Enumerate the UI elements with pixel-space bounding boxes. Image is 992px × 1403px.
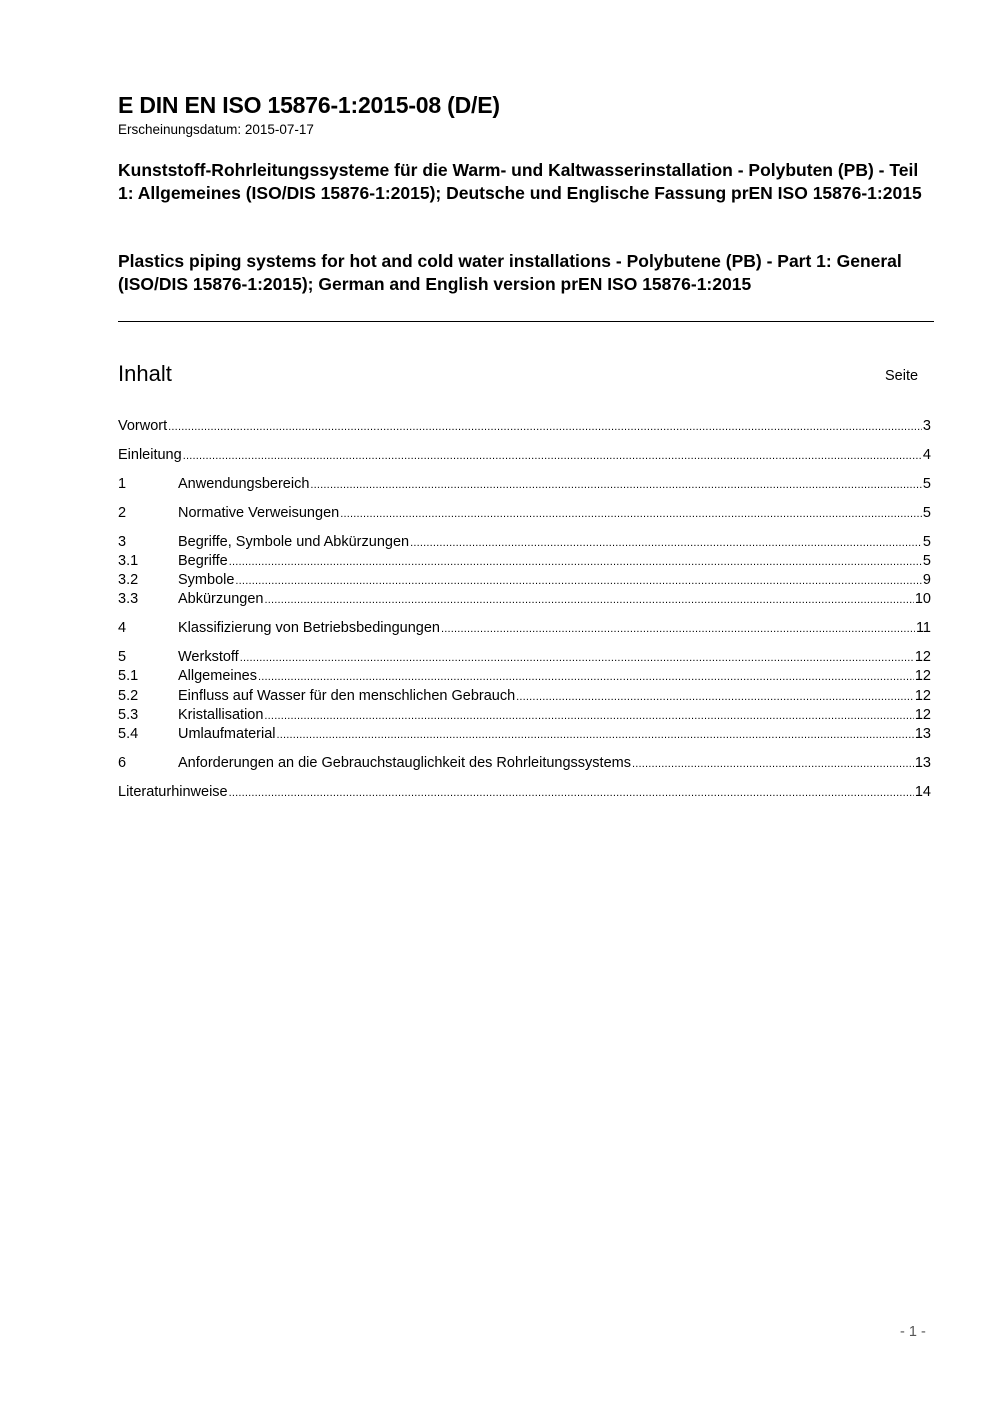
toc-entry-number: 4 bbox=[118, 620, 127, 636]
toc-leader-dots bbox=[229, 783, 914, 802]
toc-entry-number: 5.4 bbox=[118, 726, 139, 742]
toc-entry-einleitung[interactable] bbox=[118, 446, 931, 464]
toc-leader-dots bbox=[441, 619, 915, 638]
toc-entry-number: 6 bbox=[118, 755, 127, 771]
toc-entry-text: Umlaufmaterial bbox=[178, 726, 276, 742]
title-german: Kunststoff-Rohrleitungssysteme für die Warm- und Kaltwasserinstallation - Polybuten (PB) - Teil 1: Allgemeines (ISO/DIS 15876-1:2015); Deutsche und Englische Fassung prEN ISO 15876-1:2015 bbox=[118, 160, 922, 203]
toc-entry-5[interactable] bbox=[118, 648, 931, 666]
toc-entry-number: 5.1 bbox=[118, 668, 139, 684]
toc-entry-page: 12 bbox=[914, 649, 931, 665]
toc-entry-page: 13 bbox=[914, 755, 931, 771]
toc-entry-6[interactable] bbox=[118, 754, 931, 772]
toc-entry-text: Abkürzungen bbox=[178, 591, 264, 607]
toc-entry-page: 13 bbox=[914, 726, 931, 742]
toc-entry-number: 3 bbox=[118, 534, 127, 550]
toc-leader-dots bbox=[264, 706, 913, 725]
toc-entry-text: Anwendungsbereich bbox=[178, 476, 310, 492]
toc-entry-page: 10 bbox=[914, 591, 931, 607]
toc-entry-number: 5.2 bbox=[118, 688, 139, 704]
toc-leader-dots bbox=[183, 446, 922, 465]
toc-entry-text: Begriffe, Symbole und Abkürzungen bbox=[178, 534, 410, 550]
toc-entry-page: 12 bbox=[914, 707, 931, 723]
toc-leader-dots bbox=[168, 417, 922, 436]
toc-entry-text: Begriffe bbox=[178, 553, 228, 569]
toc-entry-text: Allgemeines bbox=[178, 668, 257, 684]
toc-entry-5-1[interactable] bbox=[118, 667, 931, 685]
page-number: - 1 - bbox=[900, 1324, 926, 1340]
toc-entry-5-3[interactable] bbox=[118, 706, 931, 724]
toc-entry-4[interactable] bbox=[118, 619, 931, 637]
publication-date: Erscheinungsdatum: 2015-07-17 bbox=[118, 122, 314, 137]
toc-entry-number: 1 bbox=[118, 476, 127, 492]
toc-entry-3-3[interactable] bbox=[118, 590, 931, 608]
toc-entry-text: Anforderungen an die Gebrauchstauglichkeit des Rohrleitungssystems bbox=[178, 755, 631, 771]
toc-entry-number: 3.3 bbox=[118, 591, 139, 607]
title-english: Plastics piping systems for hot and cold water installations - Polybutene (PB) - Part 1: General (ISO/DIS 15876-1:2015); German and English version prEN ISO 15876-1:2015 bbox=[118, 251, 902, 294]
toc-entry-number: 3.2 bbox=[118, 572, 139, 588]
toc-entry-text: Literaturhinweise bbox=[118, 784, 228, 800]
toc-entry-text: Einfluss auf Wasser für den menschlichen Gebrauch bbox=[178, 688, 516, 704]
toc-entry-number: 3.1 bbox=[118, 553, 139, 569]
toc-entry-page: 12 bbox=[914, 688, 931, 704]
toc-entry-page: 14 bbox=[914, 784, 931, 800]
toc-entry-page: 4 bbox=[922, 447, 931, 463]
toc-entry-text: Einleitung bbox=[118, 447, 182, 463]
toc-entry-page: 5 bbox=[922, 553, 931, 569]
toc-entry-text: Normative Verweisungen bbox=[178, 505, 340, 521]
toc-entry-vorwort[interactable] bbox=[118, 417, 931, 435]
toc-leader-dots bbox=[277, 725, 914, 744]
document-title: E DIN EN ISO 15876-1:2015-08 (D/E) bbox=[118, 92, 500, 118]
toc-entry-page: 5 bbox=[922, 505, 931, 521]
toc-entry-page: 5 bbox=[922, 534, 931, 550]
toc-leader-dots bbox=[632, 754, 914, 773]
toc-entry-1[interactable] bbox=[118, 475, 931, 493]
toc-entry-number: 5 bbox=[118, 649, 127, 665]
toc-leader-dots bbox=[235, 571, 922, 590]
toc-entry-literaturhinweise[interactable] bbox=[118, 783, 931, 801]
toc-entry-5-2[interactable] bbox=[118, 687, 931, 705]
toc-entry-text: Klassifizierung von Betriebsbedingungen bbox=[178, 620, 440, 636]
toc-leader-dots bbox=[258, 667, 914, 686]
toc-leader-dots bbox=[340, 504, 922, 523]
toc-entry-number: 2 bbox=[118, 505, 127, 521]
toc-leader-dots bbox=[229, 552, 922, 571]
toc-entry-page: 12 bbox=[914, 668, 931, 684]
toc-entry-text: Werkstoff bbox=[178, 649, 239, 665]
toc-leader-dots bbox=[310, 475, 922, 494]
toc-entry-3[interactable] bbox=[118, 533, 931, 551]
toc-entry-text: Vorwort bbox=[118, 418, 168, 434]
toc-entry-page: 3 bbox=[922, 418, 931, 434]
toc-leader-dots bbox=[516, 687, 914, 706]
toc-entry-page: 11 bbox=[915, 620, 931, 636]
toc-leader-dots bbox=[240, 648, 914, 667]
header-divider bbox=[118, 321, 934, 322]
toc-entry-3-1[interactable] bbox=[118, 552, 931, 570]
toc-page-column-label: Seite bbox=[885, 368, 919, 384]
toc-entry-text: Symbole bbox=[178, 572, 235, 588]
toc-entry-page: 9 bbox=[922, 572, 931, 588]
toc-entry-2[interactable] bbox=[118, 504, 931, 522]
toc-entry-3-2[interactable] bbox=[118, 571, 931, 589]
toc-entry-number: 5.3 bbox=[118, 707, 139, 723]
toc-leader-dots bbox=[410, 533, 922, 552]
toc-entry-page: 5 bbox=[922, 476, 931, 492]
toc-entry-5-4[interactable] bbox=[118, 725, 931, 743]
toc-heading: Inhalt bbox=[118, 361, 172, 386]
toc-entry-text: Kristallisation bbox=[178, 707, 264, 723]
toc-leader-dots bbox=[264, 590, 913, 609]
